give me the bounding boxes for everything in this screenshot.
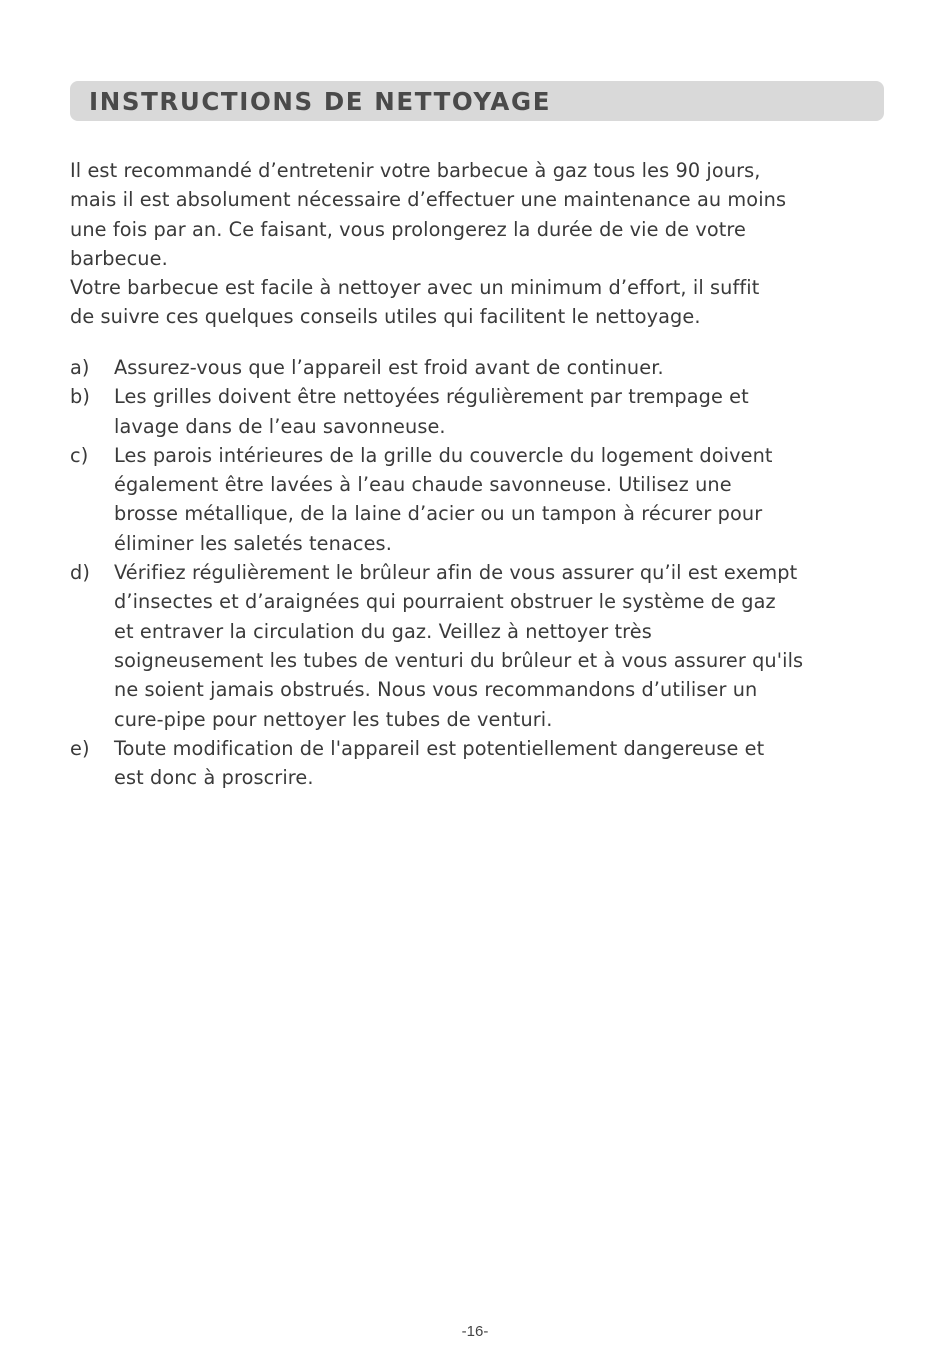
intro-line: une fois par an. Ce faisant, vous prolongerez la durée de vie de votre	[70, 217, 746, 241]
list-item-a	[70, 353, 890, 382]
list-item-line: Vérifiez régulièrement le brûleur afin de vous assurer qu’il est exempt	[114, 561, 798, 585]
list-item-line: ne soient jamais obstrués. Nous vous recommandons d’utiliser un	[114, 678, 758, 702]
list-item-e	[70, 734, 890, 793]
list-item-text	[114, 441, 890, 558]
list-item-line: éliminer les saletés tenaces.	[114, 531, 392, 555]
list-item-line: également être lavées à l’eau chaude savonneuse. Utilisez une	[114, 473, 732, 497]
list-marker: a)	[70, 356, 90, 379]
intro-line: de suivre ces quelques conseils utiles qui facilitent le nettoyage.	[70, 305, 701, 329]
intro-paragraph	[70, 156, 890, 332]
list-item-line: Les parois intérieures de la grille du couvercle du logement doivent	[114, 443, 773, 467]
section-title: INSTRUCTIONS DE NETTOYAGE	[89, 87, 552, 116]
list-item-line: Toute modification de l'appareil est potentiellement dangereuse et	[114, 736, 765, 760]
list-marker: d)	[70, 561, 90, 585]
intro-line: mais il est absolument nécessaire d’effectuer une maintenance au moins	[70, 188, 787, 212]
list-item-text	[114, 382, 890, 441]
list-item-c	[70, 441, 890, 558]
intro-line: barbecue.	[70, 246, 168, 270]
list-marker: e)	[70, 736, 90, 760]
list-item-d	[70, 558, 890, 734]
list-item-line: Les grilles doivent être nettoyées régulièrement par trempage et	[114, 385, 749, 409]
list-marker: b)	[70, 385, 90, 409]
list-item-line: soigneusement les tubes de venturi du brûleur et à vous assurer qu'ils	[114, 648, 804, 672]
cleaning-steps-list	[70, 353, 890, 792]
list-item-line: Assurez-vous que l’appareil est froid avant de continuer.	[114, 356, 664, 379]
page-number: -16-	[461, 1323, 489, 1340]
list-item-text	[114, 558, 890, 734]
list-item-line: est donc à proscrire.	[114, 766, 314, 790]
list-item-text	[114, 734, 890, 793]
section-header	[70, 81, 884, 121]
list-item-line: et entraver la circulation du gaz. Veillez à nettoyer très	[114, 619, 652, 643]
list-item-text	[114, 353, 890, 382]
intro-line: Votre barbecue est facile à nettoyer avec un minimum d’effort, il suffit	[70, 276, 760, 300]
list-item-line: lavage dans de l’eau savonneuse.	[114, 414, 446, 438]
list-item-line: cure-pipe pour nettoyer les tubes de venturi.	[114, 707, 553, 731]
list-item-line: brosse métallique, de la laine d’acier ou un tampon à récurer pour	[114, 502, 763, 526]
list-item-line: d’insectes et d’araignées qui pourraient obstruer le système de gaz	[114, 590, 776, 614]
list-item-b	[70, 382, 890, 441]
intro-line: Il est recommandé d’entretenir votre barbecue à gaz tous les 90 jours,	[70, 159, 761, 182]
list-marker: c)	[70, 443, 89, 467]
